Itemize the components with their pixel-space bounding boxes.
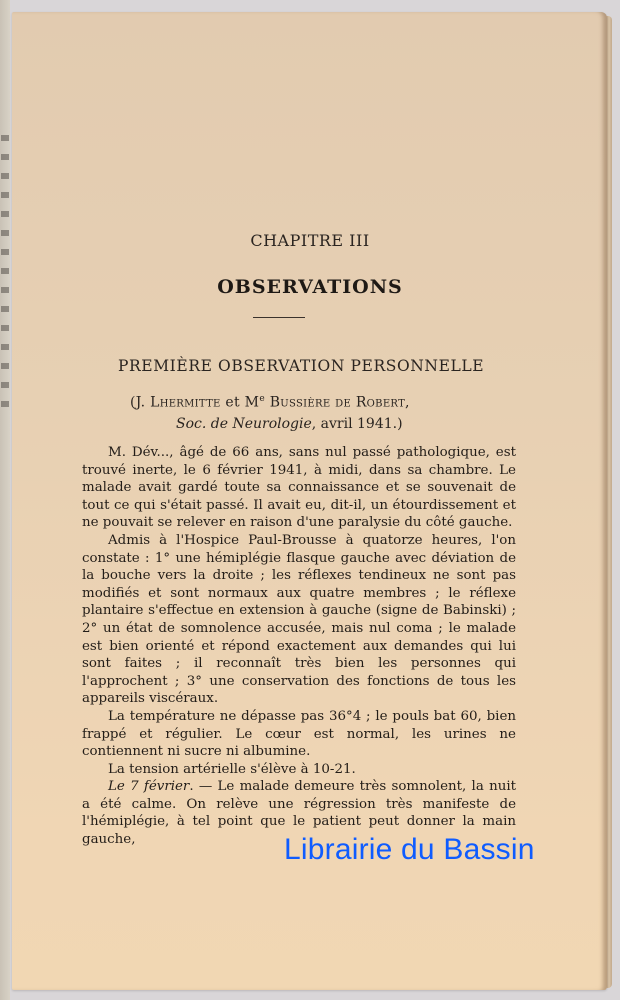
- chapter-title: OBSERVATIONS: [217, 276, 403, 298]
- paragraph: La température ne dépasse pas 36°4 ; le pouls bat 60, bien frappé et régulier. Le cœur est normal, les urines ne contiennent ni sucre ni albumine.: [82, 708, 516, 760]
- entry-date: Le 7 février: [108, 779, 190, 795]
- citation-conjunction: et M: [220, 394, 260, 411]
- citation-source: [176, 416, 403, 432]
- adjacent-page-text-fragments: [1, 135, 9, 415]
- paragraph: La tension artérielle s'élève à 10-21.: [108, 761, 356, 777]
- author-name: Bussière de Robert,: [264, 394, 410, 411]
- chapter-heading: CHAPITRE III: [250, 231, 370, 250]
- title-superscript: e: [259, 394, 265, 404]
- section-heading: PREMIÈRE OBSERVATION PERSONNELLE: [118, 357, 485, 375]
- citation-date: , avril 1941.): [311, 416, 403, 432]
- citation-open: (J.: [130, 394, 151, 411]
- adjacent-page-edge: [0, 0, 10, 1000]
- author-name: Lhermitte: [150, 394, 221, 411]
- paragraph: M. Dév..., âgé de 66 ans, sans nul passé pathologique, est trouvé inerte, le 6 février 1941, à midi, dans sa chambre. Le malade avait gardé toute sa connaissance et se souvenait de tout ce qui s'était passé. Il avait eu, dit-il, un étourdissement et ne pouvait se relever en raison d'une paralysie du côté gauche.: [82, 445, 516, 531]
- paragraph: Admis à l'Hospice Paul-Brousse à quatorze heures, l'on constate : 1° une hémiplégie flasque gauche avec déviation de la bouche vers la droite ; les réflexes tendineux ne sont pas modifiés et sont normaux aux quatre membres ; le réflexe plantaire s'effectue en extension à gauche (signe de Babinski) ; 2° un état de somnolence accusée, mais nul coma ; le malade est bien orienté et répond exactement aux demandes qui lui sont faites ; il reconnaît très bien les personnes qui l'approchent ; 3° une conservation des fonctions de tous les appareils viscéraux.: [82, 532, 516, 707]
- entry-text: . — Le malade demeure très somnolent, la nuit a été calme. On relève une régression très manifeste de l'hémiplégie, à tel point que le patient peut donner la main gauche,: [82, 779, 516, 848]
- author-citation: [130, 394, 410, 411]
- journal-name: Soc. de Neurologie: [176, 416, 312, 432]
- body-text: [82, 444, 516, 849]
- seller-watermark: Librairie du Bassin: [284, 833, 535, 866]
- title-divider: [253, 317, 305, 318]
